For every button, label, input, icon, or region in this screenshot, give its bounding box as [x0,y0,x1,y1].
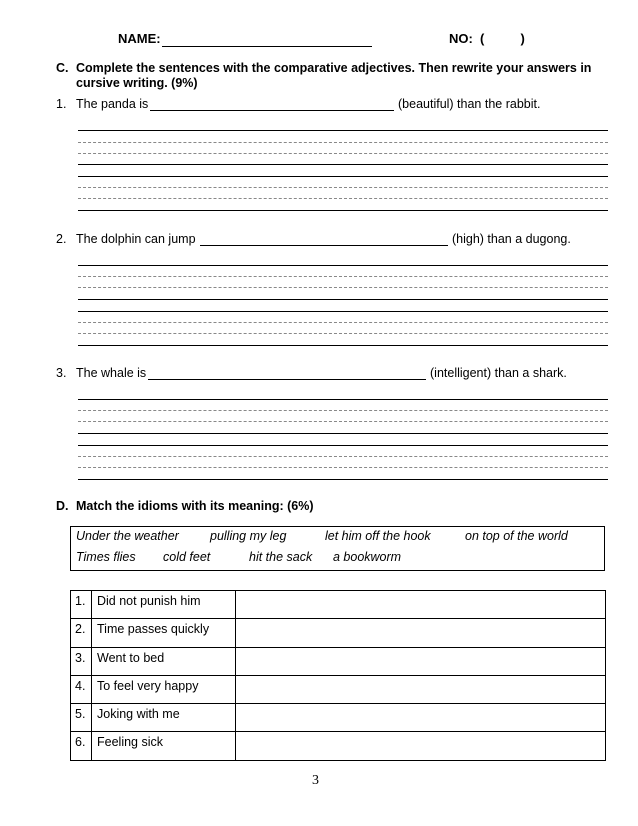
question-3-text-after: (intelligent) than a shark. [430,366,567,380]
row-number: 4. [71,675,92,703]
row-number: 3. [71,647,92,675]
idiom-option: Under the weather [76,529,179,543]
meaning-cell: Did not punish him [92,591,236,619]
answer-cell[interactable] [236,704,606,732]
answer-cell[interactable] [236,591,606,619]
row-number: 5. [71,704,92,732]
row-number: 6. [71,732,92,760]
answer-cell[interactable] [236,647,606,675]
meaning-cell: Feeling sick [92,732,236,760]
section-c-letter: C. [56,61,69,75]
question-3-text-before: The whale is [76,366,147,380]
section-d-letter: D. [56,499,69,513]
matching-table [70,590,606,761]
idiom-option: hit the sack [249,550,313,564]
meaning-cell: Joking with me [92,704,236,732]
name-field[interactable] [162,33,372,47]
table-row [71,704,606,732]
idiom-option: Times flies [76,550,136,564]
table-row [71,619,606,647]
meaning-cell: To feel very happy [92,675,236,703]
question-3-number: 3. [56,366,67,380]
table-row [71,732,606,760]
idiom-option: pulling my leg [210,529,287,543]
row-number: 1. [71,591,92,619]
page-number: 3 [312,773,319,788]
question-2-answer-blank[interactable] [200,232,448,246]
question-1-number: 1. [56,97,67,111]
answer-cell[interactable] [236,619,606,647]
question-1-text-before: The panda is [76,97,149,111]
table-row [71,647,606,675]
idiom-option: on top of the world [465,529,568,543]
idiom-option: cold feet [163,550,211,564]
row-number: 2. [71,619,92,647]
idiom-option: let him off the hook [325,529,431,543]
question-3-answer-blank[interactable] [148,366,426,380]
question-2-number: 2. [56,232,67,246]
table-row [71,675,606,703]
idiom-option: a bookworm [333,550,402,564]
answer-cell[interactable] [236,732,606,760]
meaning-cell: Time passes quickly [92,619,236,647]
name-label: NAME: [118,31,161,46]
idiom-word-bank [70,526,605,571]
answer-cell[interactable] [236,675,606,703]
section-c-instruction: Complete the sentences with the comparative adjectives. Then rewrite your answers in cursive writing. (9%) [76,61,592,90]
question-2-text-after: (high) than a dugong. [452,232,571,246]
table-row [71,591,606,619]
question-1-answer-blank[interactable] [150,97,394,111]
number-label: NO: ( ) [449,31,525,46]
question-1-text-after: (beautiful) than the rabbit. [398,97,541,111]
meaning-cell: Went to bed [92,647,236,675]
question-2-text-before: The dolphin can jump [76,232,196,246]
section-d-instruction: Match the idioms with its meaning: (6%) [76,499,314,513]
